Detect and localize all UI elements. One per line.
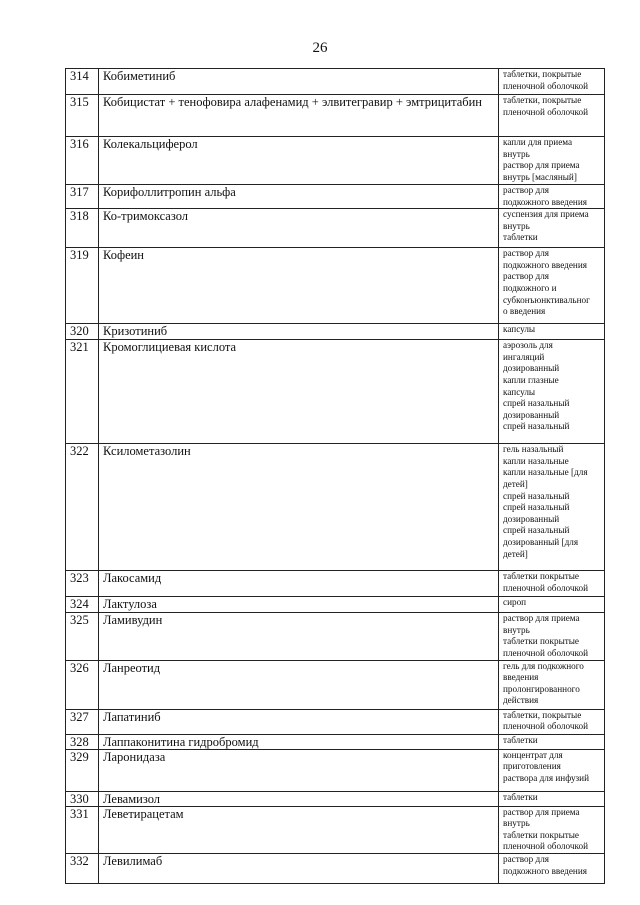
dosage-form-line: таблетки покрытые [503, 829, 580, 840]
table-row [66, 571, 605, 597]
dosage-form-line: дозированный [503, 409, 560, 420]
dosage-form-line: раствора для инфузий [503, 772, 589, 783]
drug-name: Ксилометазолин [99, 444, 499, 571]
drug-name: Кризотиниб [99, 324, 499, 340]
dosage-form-line: ингаляций [503, 351, 545, 362]
row-number: 320 [66, 324, 99, 340]
dosage-form-line: аэрозоль для [503, 340, 553, 351]
dosage-form-line: раствор для [503, 185, 550, 195]
dosage-forms [499, 660, 605, 709]
drug-name: Кромоглициевая кислота [99, 340, 499, 444]
dosage-forms [499, 791, 605, 806]
row-number: 322 [66, 444, 99, 571]
dosage-forms [499, 444, 605, 571]
dosage-form-line: детей] [503, 478, 528, 489]
dosage-form-line: таблетки [503, 791, 538, 802]
row-number: 330 [66, 791, 99, 806]
dosage-form-line: внутрь [503, 148, 530, 159]
drug-name: Кобиметиниб [99, 69, 499, 95]
dosage-form-line: капли глазные [503, 374, 559, 385]
dosage-form-line: таблетки покрытые [503, 636, 580, 647]
dosage-forms [499, 95, 605, 137]
dosage-form-line: действия [503, 695, 539, 706]
dosage-form-line: подкожного введения [503, 865, 587, 876]
row-number: 332 [66, 853, 99, 883]
dosage-form-line: дозированный [503, 513, 560, 524]
dosage-form-line: капли назальные [503, 455, 569, 466]
dosage-form-line: пленочной оболочкой [503, 582, 589, 593]
table-row [66, 324, 605, 340]
dosage-form-line: гель назальный [503, 444, 564, 455]
row-number: 329 [66, 749, 99, 791]
table-row [66, 185, 605, 209]
dosage-forms [499, 853, 605, 883]
drug-name: Леветирацетам [99, 806, 499, 853]
row-number: 314 [66, 69, 99, 95]
drug-name: Лаппаконитина гидробромид [99, 734, 499, 749]
dosage-forms [499, 340, 605, 444]
dosage-form-line: раствор для [503, 271, 550, 282]
table-row [66, 209, 605, 248]
table-row [66, 749, 605, 791]
dosage-form-line: таблетки, покрытые [503, 95, 582, 105]
dosage-form-line: капсулы [503, 386, 536, 397]
table-row [66, 734, 605, 749]
drug-name: Ларонидаза [99, 749, 499, 791]
dosage-form-line: раствор для [503, 853, 550, 864]
drug-name: Левамизол [99, 791, 499, 806]
dosage-form-line: спрей назальный [503, 502, 570, 513]
dosage-forms [499, 597, 605, 613]
drug-name: Кофеин [99, 248, 499, 324]
dosage-forms [499, 734, 605, 749]
dosage-form-line: таблетки [503, 734, 538, 745]
table-row [66, 248, 605, 324]
row-number: 316 [66, 137, 99, 185]
table-row [66, 613, 605, 660]
table-row [66, 709, 605, 734]
table-row [66, 660, 605, 709]
dosage-forms [499, 248, 605, 324]
dosage-form-line: капли назальные [для [503, 467, 588, 478]
dosage-form-line: раствор для [503, 248, 550, 259]
drug-name: Ланреотид [99, 660, 499, 709]
drug-name: Лакосамид [99, 571, 499, 597]
dosage-form-line: внутрь [503, 624, 530, 635]
drug-name: Корифоллитропин альфа [99, 185, 499, 209]
dosage-form-line: детей] [503, 548, 528, 559]
drug-name: Левилимаб [99, 853, 499, 883]
row-number: 319 [66, 248, 99, 324]
dosage-form-line: спрей назальный [503, 490, 570, 501]
dosage-form-line: пленочной оболочкой [503, 106, 589, 117]
dosage-forms [499, 209, 605, 248]
dosage-form-line: капли для приема [503, 137, 573, 147]
drug-table [65, 68, 605, 884]
dosage-forms [499, 324, 605, 340]
table-row [66, 853, 605, 883]
dosage-form-line: пленочной оболочкой [503, 80, 589, 91]
table-body [66, 69, 605, 884]
dosage-form-line: пленочной оболочкой [503, 647, 589, 658]
dosage-form-line: сироп [503, 597, 527, 608]
dosage-form-line: пролонгированного [503, 683, 580, 694]
dosage-form-line: таблетки покрытые [503, 571, 580, 582]
dosage-forms [499, 571, 605, 597]
dosage-form-line: спрей назальный [503, 421, 570, 432]
dosage-form-line: подкожного введения [503, 259, 587, 270]
dosage-form-line: таблетки, покрытые [503, 709, 582, 720]
table-row [66, 69, 605, 95]
row-number: 324 [66, 597, 99, 613]
dosage-form-line: дозированный [503, 363, 560, 374]
dosage-form-line: подкожного введения [503, 196, 587, 207]
drug-name: Ко-тримоксазол [99, 209, 499, 248]
page-number: 26 [312, 40, 328, 56]
table-row [66, 806, 605, 853]
dosage-form-line: подкожного и [503, 282, 557, 293]
row-number: 317 [66, 185, 99, 209]
dosage-form-line: введения [503, 672, 539, 683]
dosage-form-line: раствор для приема [503, 613, 580, 624]
dosage-form-line: приготовления [503, 761, 561, 772]
dosage-form-line: таблетки [503, 232, 538, 243]
dosage-form-line: дозированный [для [503, 536, 579, 547]
dosage-form-line: внутрь [масляный] [503, 171, 577, 182]
table-row [66, 444, 605, 571]
dosage-forms [499, 185, 605, 209]
dosage-forms [499, 709, 605, 734]
table-row [66, 791, 605, 806]
dosage-form-line: пленочной оболочкой [503, 841, 589, 852]
row-number: 331 [66, 806, 99, 853]
dosage-forms [499, 69, 605, 95]
drug-name: Лактулоза [99, 597, 499, 613]
dosage-form-line: внутрь [503, 818, 530, 829]
dosage-forms [499, 749, 605, 791]
drug-name: Лапатиниб [99, 709, 499, 734]
row-number: 328 [66, 734, 99, 749]
row-number: 327 [66, 709, 99, 734]
dosage-form-line: внутрь [503, 220, 530, 231]
dosage-form-line: таблетки, покрытые [503, 69, 582, 79]
dosage-form-line: раствор для приема [503, 806, 580, 817]
drug-name: Ламивудин [99, 613, 499, 660]
dosage-form-line: гель для подкожного [503, 660, 584, 671]
table-row [66, 137, 605, 185]
row-number: 315 [66, 95, 99, 137]
dosage-forms [499, 806, 605, 853]
row-number: 326 [66, 660, 99, 709]
dosage-forms [499, 613, 605, 660]
table-row [66, 95, 605, 137]
row-number: 323 [66, 571, 99, 597]
table-row [66, 597, 605, 613]
dosage-form-line: субконъюнктивальног [503, 294, 590, 305]
drug-name: Кобицистат + тенофовира алафенамид + элвитегравир + эмтрицитабин [99, 95, 499, 137]
table-row [66, 340, 605, 444]
row-number: 321 [66, 340, 99, 444]
dosage-form-line: концентрат для [503, 749, 563, 760]
dosage-form-line: спрей назальный [503, 398, 570, 409]
dosage-form-line: о введения [503, 306, 546, 317]
dosage-form-line: капсулы [503, 324, 536, 335]
dosage-forms [499, 137, 605, 185]
row-number: 318 [66, 209, 99, 248]
row-number: 325 [66, 613, 99, 660]
dosage-form-line: пленочной оболочкой [503, 721, 589, 732]
dosage-form-line: раствор для приема [503, 160, 580, 171]
drug-name: Колекальциферол [99, 137, 499, 185]
dosage-form-line: суспензия для приема [503, 209, 589, 220]
dosage-form-line: спрей назальный [503, 525, 570, 536]
